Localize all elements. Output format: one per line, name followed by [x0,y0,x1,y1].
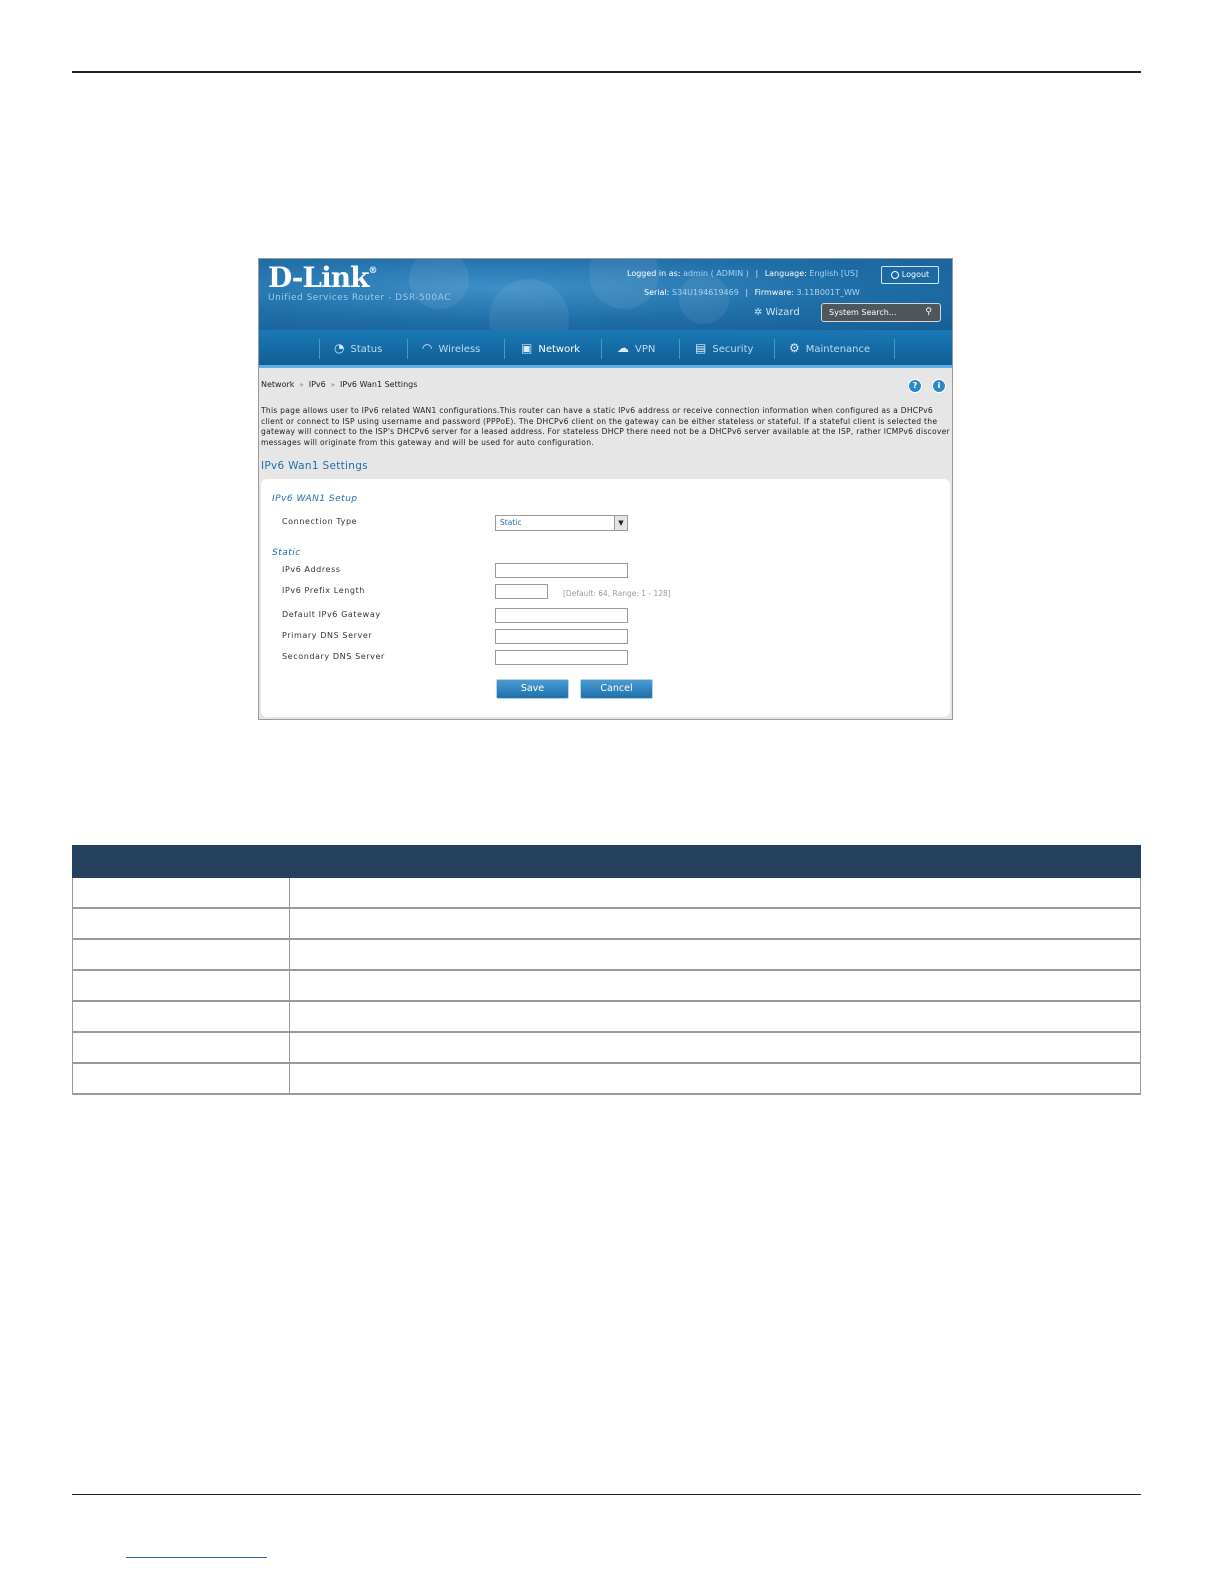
nav-security[interactable]: ▤ Security [695,330,753,365]
table-cell [73,878,290,909]
dlink-logo: D-Link® [268,261,377,294]
table-cell [290,970,1141,1001]
connection-type-select[interactable]: Static ▼ [495,515,628,531]
chevron-down-icon: ▼ [614,516,627,530]
nav-network[interactable]: ▣ Network [521,330,580,365]
footer-rule [72,1494,1141,1495]
help-icon[interactable]: ? [908,379,922,393]
gateway-label: Default IPv6 Gateway [282,610,381,619]
table-row [73,878,1141,909]
settings-panel [261,479,950,717]
lock-icon: ▤ [695,341,707,355]
secondary-dns-label: Secondary DNS Server [282,652,385,661]
search-icon: ⚲ [925,307,932,317]
power-icon [891,271,899,279]
page-title: IPv6 Wan1 Settings [261,460,368,472]
table-row [73,1063,1141,1094]
setup-group-title: IPv6 WAN1 Setup [272,494,358,504]
system-search-input[interactable]: System Search... ⚲ [821,303,941,322]
table-row [73,970,1141,1001]
ipv6-address-input[interactable] [495,563,628,578]
table-header-cell [73,846,290,878]
nav-status[interactable]: ◔ Status [334,330,382,365]
wizard-link[interactable]: ✲ Wizard [754,307,800,318]
nav-divider [679,339,680,359]
nav-divider [774,339,775,359]
table-row [73,1001,1141,1032]
user-value: admin ( ADMIN ) [683,269,749,278]
table-cell [290,908,1141,939]
table-cell [290,939,1141,970]
header-rule [72,71,1141,73]
gears-icon: ⚙ [789,341,800,355]
wand-icon: ✲ [754,307,763,318]
primary-dns-input[interactable] [495,629,628,644]
router-header [259,259,952,330]
session-info: Logged in as: admin ( ADMIN ) | Language: English [US] [627,269,859,278]
table-header-cell [290,846,1141,878]
table-cell [290,1063,1141,1094]
breadcrumb: Network » IPv6 » IPv6 Wan1 Settings [261,380,418,389]
secondary-dns-input[interactable] [495,650,628,665]
footer-link-underline[interactable] [126,1557,267,1558]
table-cell [290,878,1141,909]
nav-divider [504,339,505,359]
cloud-icon: ☁ [617,341,629,355]
breadcrumb-network[interactable]: Network [261,380,295,389]
ipv6-prefix-label: IPv6 Prefix Length [282,586,365,595]
nav-vpn[interactable]: ☁ VPN [617,330,655,365]
table-header-row [73,846,1141,878]
nav-divider [319,339,320,359]
static-group-title: Static [272,548,301,558]
router-screenshot [258,258,953,720]
product-name: Unified Services Router - DSR-500AC [268,293,451,303]
device-info: Serial: S34U194619469 | Firmware: 3.11B001T_WW [644,288,860,297]
logout-button[interactable]: Logout [881,266,939,284]
header-decoration [679,274,729,324]
table-cell [73,1001,290,1032]
field-table [72,845,1141,1095]
language-link[interactable]: English [US] [809,269,859,278]
nav-divider [894,339,895,359]
breadcrumb-ipv6[interactable]: IPv6 [308,380,326,389]
table-cell [73,1063,290,1094]
nav-wireless[interactable]: ◠ Wireless [422,330,480,365]
monitor-icon: ▣ [521,341,533,355]
ipv6-prefix-hint: [Default: 64, Range: 1 - 128] [563,589,671,598]
cancel-button[interactable]: Cancel [580,679,653,699]
nav-divider [407,339,408,359]
primary-dns-label: Primary DNS Server [282,631,373,640]
ipv6-prefix-input[interactable] [495,584,548,599]
page-description: This page allows user to IPv6 related WAN1 configurations.This router can have a static IPv6 address or receive connection information when configured as a DHCPv6 client or connect to ISP using username and password (PPPoE). The DHCPv6 client on the gateway can be either stateless or stateful. If a stateful client is selected the gateway will connect to the ISP's DHCPv6 server for a leased address. For stateless DHCP there need not be a DHCPv6 server available at the ISP, rather ICMPv6 discover messages will originate from this gateway and will be used for auto configuration. [261,406,950,447]
gateway-input[interactable] [495,608,628,623]
gauge-icon: ◔ [334,341,345,355]
connection-type-label: Connection Type [282,517,358,526]
table-cell [73,939,290,970]
serial-value: S34U194619469 [671,288,739,297]
nav-maintenance[interactable]: ⚙ Maintenance [789,330,870,365]
table-cell [73,970,290,1001]
table-cell [290,1001,1141,1032]
header-decoration [589,258,659,309]
table-row [73,908,1141,939]
table-row [73,939,1141,970]
wifi-icon: ◠ [422,341,433,355]
save-button[interactable]: Save [496,679,569,699]
breadcrumb-current: IPv6 Wan1 Settings [340,380,418,389]
table-cell [290,1032,1141,1063]
firmware-value: 3.11B001T_WW [796,288,860,297]
ipv6-address-label: IPv6 Address [282,565,341,574]
info-icon[interactable]: i [932,379,946,393]
table-cell [73,908,290,939]
table-cell [73,1032,290,1063]
table-row [73,1032,1141,1063]
main-nav [259,330,952,368]
nav-divider [601,339,602,359]
